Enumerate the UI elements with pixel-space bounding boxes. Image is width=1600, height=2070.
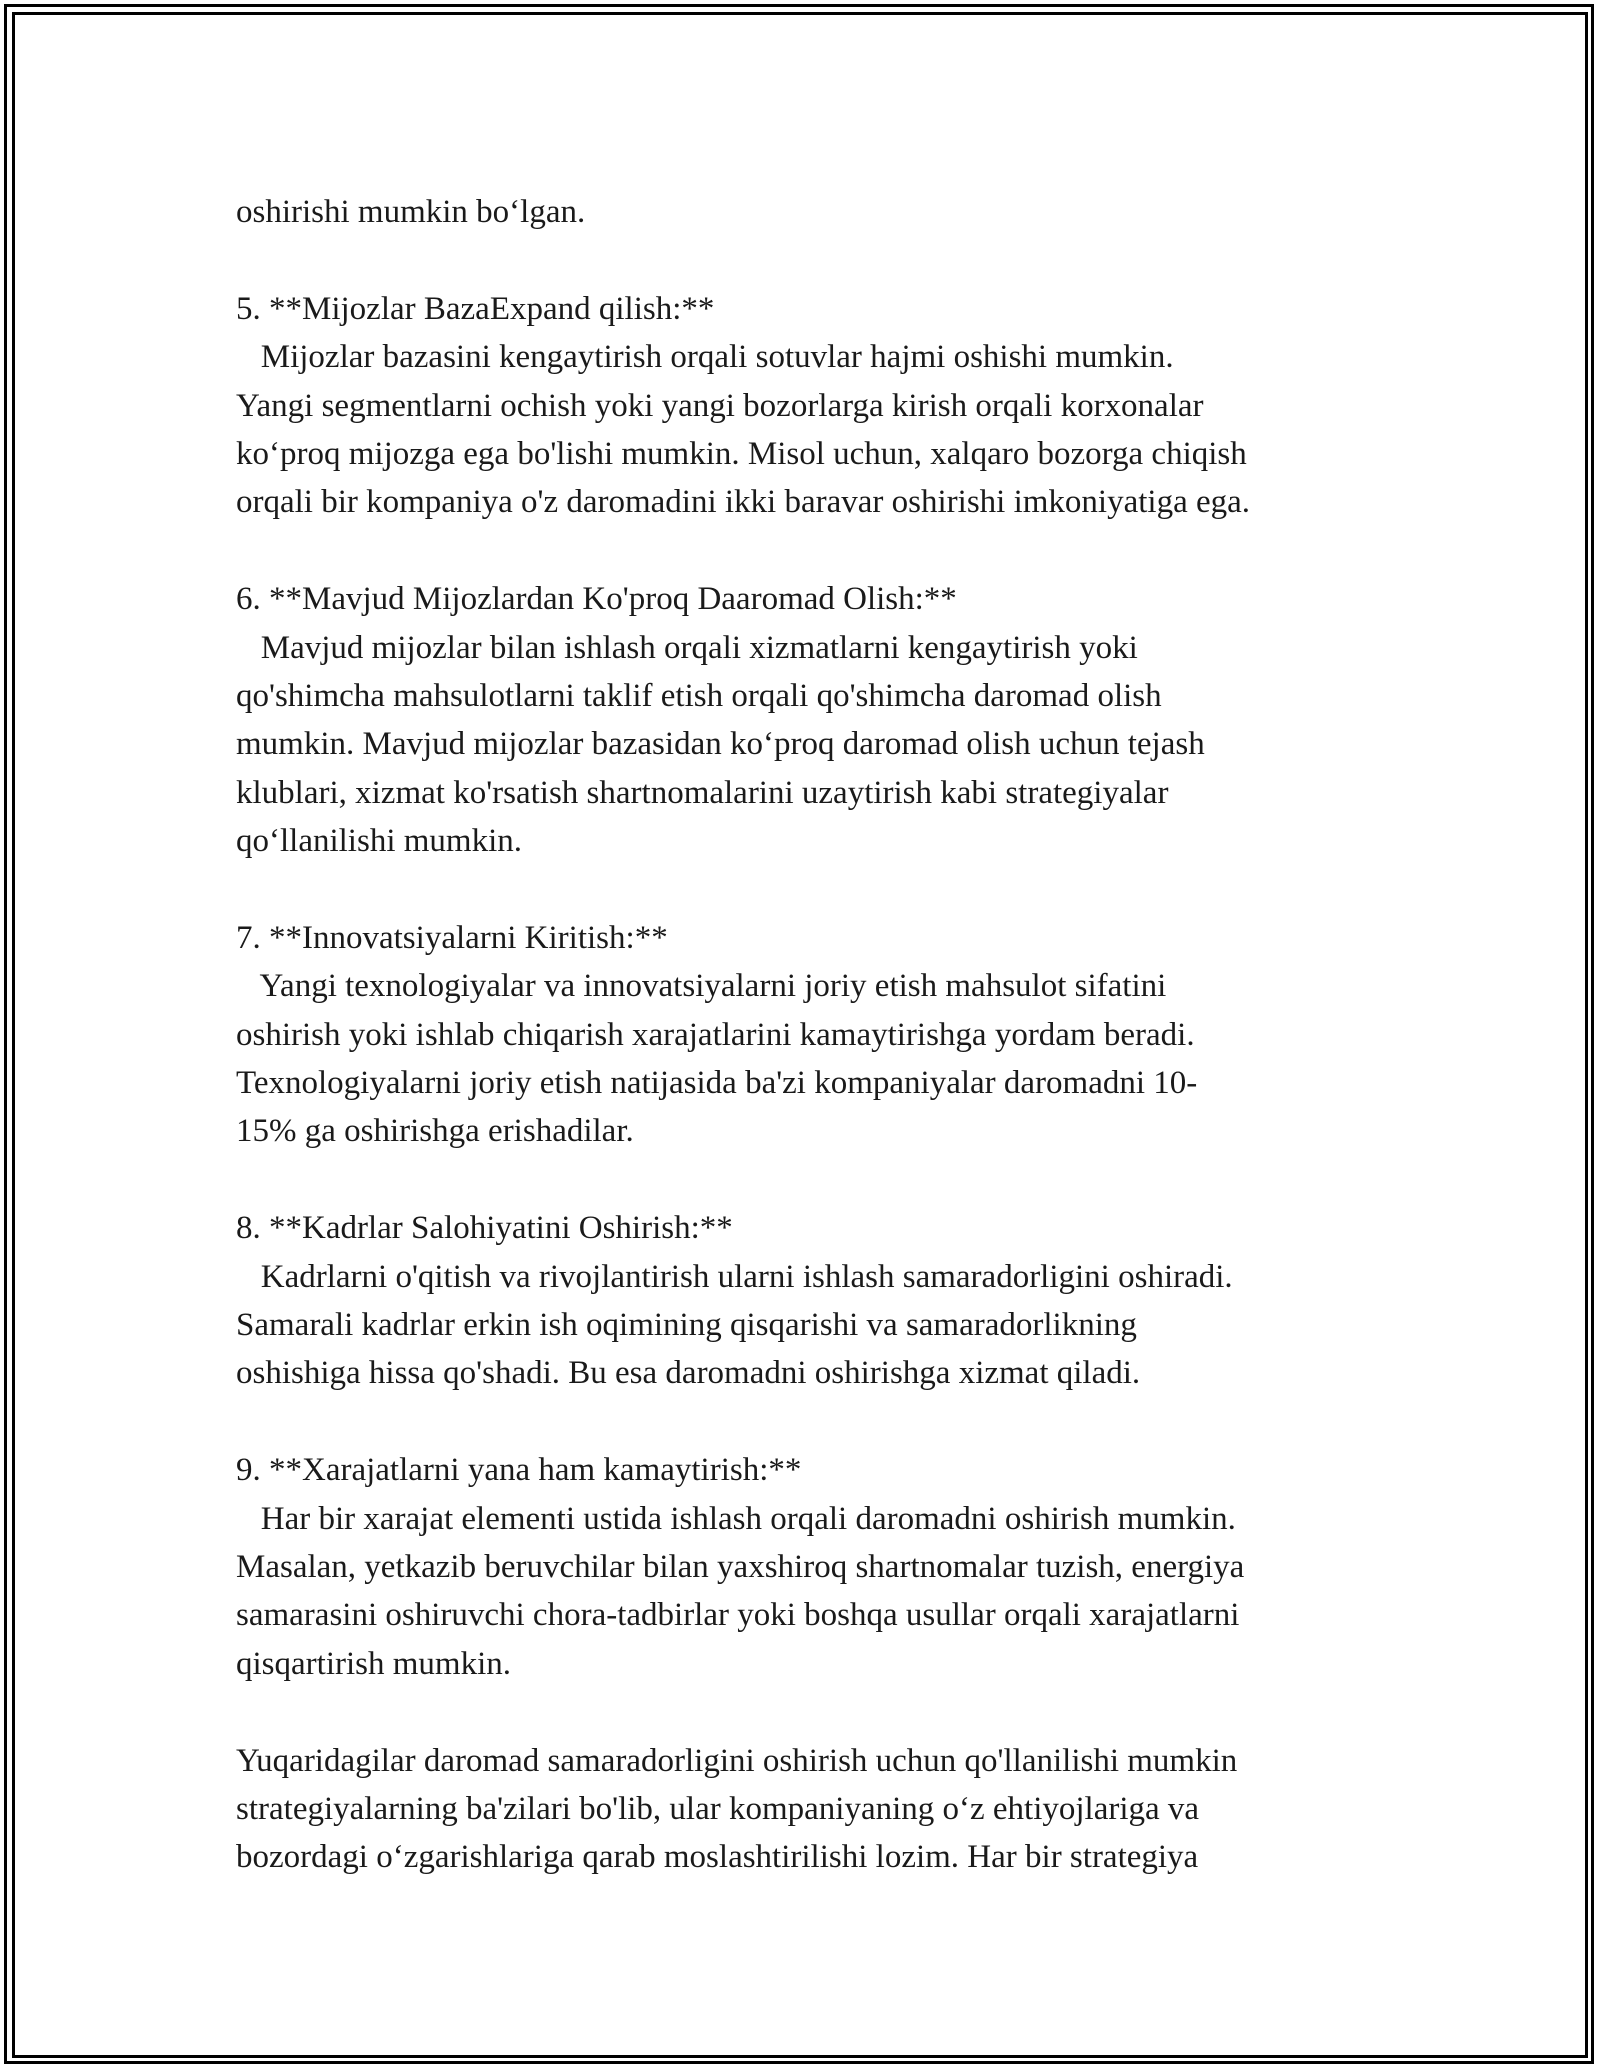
paragraph-spacer — [236, 527, 1416, 575]
item-line: oshishiga hissa qo'shadi. Bu esa daromadni oshirishga xizmat qiladi. — [236, 1355, 1141, 1392]
item-line: qo‘llanilishi mumkin. — [236, 823, 522, 860]
list-item-6 — [236, 575, 1416, 865]
list-item-7 — [236, 914, 1416, 1156]
item-heading: 6. **Mavjud Mijozlardan Ko'proq Daaromad Olish:** — [236, 581, 957, 618]
item-line: klublari, xizmat ko'rsatish shartnomalarini uzaytirish kabi strategiyalar — [236, 774, 1169, 811]
item-line: Masalan, yetkazib beruvchilar bilan yaxshiroq shartnomalar tuzish, energiya — [236, 1548, 1245, 1585]
item-line: ko‘proq mijozga ega bo'lishi mumkin. Misol uchun, xalqaro bozorga chiqish — [236, 435, 1247, 472]
item-line: qo'shimcha mahsulotlarni taklif etish orqali qo'shimcha daromad olish — [236, 677, 1162, 714]
item-line: Mavjud mijozlar bilan ishlash orqali xizmatlarni kengaytirish yoki — [236, 629, 1138, 666]
item-line: qisqartirish mumkin. — [236, 1645, 511, 1682]
item-line: oshirish yoki ishlab chiqarish xarajatlarini kamaytirishga yordam beradi. — [236, 1016, 1195, 1053]
list-item-5 — [236, 285, 1416, 527]
item-line: Texnologiyalarni joriy etish natijasida ba'zi kompaniyalar daromadni 10- — [236, 1065, 1198, 1102]
paragraph-line: oshirishi mumkin bo‘lgan. — [236, 194, 586, 230]
list-item-9 — [236, 1446, 1416, 1688]
list-item-8 — [236, 1204, 1416, 1398]
continuation-paragraph — [236, 188, 1416, 236]
paragraph-spacer — [236, 1398, 1416, 1446]
item-line: Samarali kadrlar erkin ish oqimining qisqarishi va samaradorlikning — [236, 1306, 1137, 1343]
item-line: orqali bir kompaniya o'z daromadini ikki baravar oshirishi imkoniyatiga ega. — [236, 484, 1251, 521]
closing-paragraph — [236, 1737, 1416, 1882]
paragraph-line: strategiyalarning ba'zilari bo'lib, ular kompaniyaning o‘z ehtiyojlariga va — [236, 1790, 1200, 1827]
item-line: Har bir xarajat elementi ustida ishlash orqali daromadni oshirish mumkin. — [236, 1500, 1236, 1537]
paragraph-spacer — [236, 1688, 1416, 1736]
item-line: Mijozlar bazasini kengaytirish orqali sotuvlar hajmi oshishi mumkin. — [236, 339, 1174, 376]
item-line: Yangi texnologiyalar va innovatsiyalarni joriy etish mahsulot sifatini — [236, 968, 1167, 1005]
item-line: Kadrlarni o'qitish va rivojlantirish ularni ishlash samaradorligini oshiradi. — [236, 1258, 1233, 1295]
paragraph-spacer — [236, 865, 1416, 913]
item-line: mumkin. Mavjud mijozlar bazasidan ko‘proq daromad olish uchun tejash — [236, 726, 1205, 763]
paragraph-spacer — [236, 236, 1416, 284]
item-heading: 5. **Mijozlar BazaExpand qilish:** — [236, 290, 715, 327]
paragraph-spacer — [236, 1156, 1416, 1204]
paragraph-line: bozordagi o‘zgarishlariga qarab moslashtirilishi lozim. Har bir strategiya — [236, 1839, 1199, 1876]
item-heading: 7. **Innovatsiyalarni Kiritish:** — [236, 919, 668, 956]
item-heading: 9. **Xarajatlarni yana ham kamaytirish:** — [236, 1452, 802, 1489]
paragraph-line: Yuqaridagilar daromad samaradorligini oshirish uchun qo'llanilishi mumkin — [236, 1742, 1238, 1779]
item-line: 15% ga oshirishga erishadilar. — [236, 1113, 634, 1150]
item-line: Yangi segmentlarni ochish yoki yangi bozorlarga kirish orqali korxonalar — [236, 387, 1204, 424]
item-line: samarasini oshiruvchi chora-tadbirlar yoki boshqa usullar orqali xarajatlarni — [236, 1597, 1240, 1634]
item-heading: 8. **Kadrlar Salohiyatini Oshirish:** — [236, 1210, 733, 1247]
document-body — [236, 188, 1416, 1882]
